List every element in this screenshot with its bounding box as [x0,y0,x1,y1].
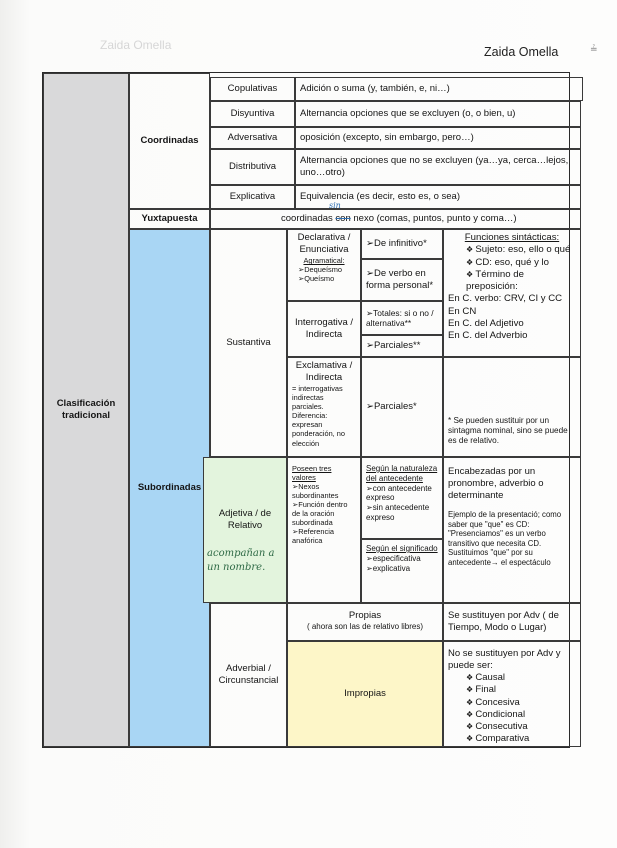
parciales-cell: ➢ Parciales** [361,335,443,357]
impropia-item: ❖ Concesiva [466,697,576,709]
adjetiva-desc: Encabezadas por un pronombre, adverbio o determinante [448,466,544,502]
propias-cell [287,603,443,641]
funciones-title: Funciones sintácticas: [464,232,560,243]
coord-type-distributiva: Distributiva [210,149,295,185]
funcion-extra: En C. del Adverbio [448,330,528,342]
propias-note: ( ahora son las de relativo libres) [306,622,424,632]
coord-desc-adversativa: oposición (excepto, sin embargo, pero…) [295,127,581,149]
dequeismo-item: ➢ Dequeísmo [292,265,356,274]
exclamativa-label: Exclamativa / Indirecta [295,360,353,384]
coordinadas-cell [129,73,210,209]
coord-type-adversativa: Adversativa [210,127,295,149]
adjetiva-label: Adjetiva / de Relativo [218,508,272,532]
exclamativa-note: = interrogativas indirectas parciales. Diferencia: expresan ponderación, no elección [292,384,346,448]
interrogativa-cell [287,301,361,357]
edge-mark: ≟ [590,44,598,54]
significado-title: Según el significado [366,544,438,553]
author-name: Zaida Omella [484,45,559,59]
yuxtapuesta-cell [129,209,210,229]
impropias-label: Impropias [344,687,386,699]
impropia-item: ❖ Comparativa [466,733,576,745]
declarativa-label: Declarativa / Enunciativa [297,232,351,256]
clasificacion-label: Clasificación tradicional [56,397,116,421]
significado-item: ➢ especificativa [366,554,438,564]
significado-cell [361,539,443,603]
de-verbo-cell: ➢ De verbo en forma personal* [361,259,443,301]
struck-word: con [335,212,351,224]
rasgo-item: ➢ Nexos subordinantes [292,482,356,500]
funciones-list [448,244,576,293]
adjetiva-ejemplo: Ejemplo de la presentació; como saber que "que" es CD: "Presenciamos" es un verbo transitivo que necesita CD. Sustituimos "que" por su antecedente→ el espectáculo [448,510,562,567]
subordinadas-cell [129,229,210,747]
adjetiva-desc-cell [443,457,581,603]
coord-desc-copulativas: Adición o suma (y, también, e, ni…) [295,77,583,101]
classification-table [42,72,570,748]
coord-desc-disyuntiva: Alternancia opciones que se excluyen (o, o bien, u) [295,101,581,127]
agramatical-label: Agramatical: [303,256,345,266]
bleed-through-text: Zaida Omella [100,38,172,52]
coordinadas-label: Coordinadas [140,134,199,146]
coord-type-copulativas: Copulativas [210,77,295,101]
yuxtapuesta-desc: coordinadas con nexo (comas, puntos, punto y coma…) [281,212,517,224]
declarativa-cell [287,229,361,301]
antecedente-item: ➢ sin antecedente expreso [366,503,438,523]
antecedente-item: ➢ con antecedente expreso [366,484,438,504]
impropias-desc: No se sustituyen por Adv y puede ser: [448,648,561,672]
clasificacion-cell [43,73,129,747]
antecedente-title: Según la naturaleza del antecedente [366,464,438,483]
funciones-cell [443,229,581,357]
adjetiva-cell [203,457,287,603]
handwritten-note: acompañan a un nombre. [207,548,275,573]
subordinadas-label: Subordinadas [137,481,202,493]
de-infinitivo-cell: ➢ De infinitivo* [361,229,443,259]
impropia-item: ❖ Final [466,684,576,696]
coord-type-disyuntiva: Disyuntiva [210,101,295,127]
queismo-item: ➢ Queísmo [292,274,356,283]
impropias-desc-cell [443,641,581,747]
adverbial-label: Adverbial / Circunstancial [218,662,279,686]
footnote-cell: * Se pueden sustituir por un sintagma nominal, sino se puede es de relativo. [443,357,581,457]
impropia-item: ❖ Consecutiva [466,721,576,733]
impropias-cell [287,641,443,747]
yuxtapuesta-desc-cell [210,201,581,229]
coord-desc-explicativa: Equivalencia (es decir, esto es, o sea) [295,185,581,209]
funcion-extra: En C. del Adjetivo [448,317,524,329]
antecedente-cell [361,457,443,539]
rasgos-title: Poseen tres valores [292,464,332,483]
exclamativa-parciales-cell: ➢ Parciales* [361,357,443,457]
funcion-extra: En C. verbo: CRV, CI y CC [448,293,563,305]
propias-desc-cell: Se sustituyen por Adv ( de Tiempo, Modo o Lugar) [443,603,581,641]
impropia-item: ❖ Causal [466,672,576,684]
totales-cell: ➢ Totales: si o no / alternativa** [361,301,443,335]
yuxtapuesta-label: Yuxtapuesta [141,212,198,224]
yuxtapuesta-correction: sin [329,201,341,210]
interrogativa-label: Interrogativa / Indirecta [294,316,354,340]
impropia-item: ❖ Condicional [466,709,576,721]
exclamativa-cell [287,357,361,457]
sustantiva-cell [210,229,287,457]
adverbial-cell [210,603,287,747]
funcion-item: ❖ Término de preposición: [466,269,576,294]
coord-type-explicativa: Explicativa [210,185,295,209]
impropias-list [448,672,576,745]
rasgos-cell [287,457,361,603]
funcion-item: ❖ Sujeto: eso, ello o qué [466,244,576,256]
rasgo-item: ➢ Función dentro de la oración subordinada [292,500,356,527]
coord-desc-distributiva: Alternancia opciones que no se excluyen (ya…ya, cerca…lejos, uno…otro) [295,149,581,185]
propias-label: Propias [348,610,382,621]
significado-item: ➢ explicativa [366,564,438,574]
funcion-extra: En CN [448,305,477,317]
funcion-item: ❖ CD: eso, qué y lo [466,257,576,269]
sustantiva-label: Sustantiva [226,336,271,348]
rasgo-item: ➢ Referencia anafórica [292,527,356,545]
